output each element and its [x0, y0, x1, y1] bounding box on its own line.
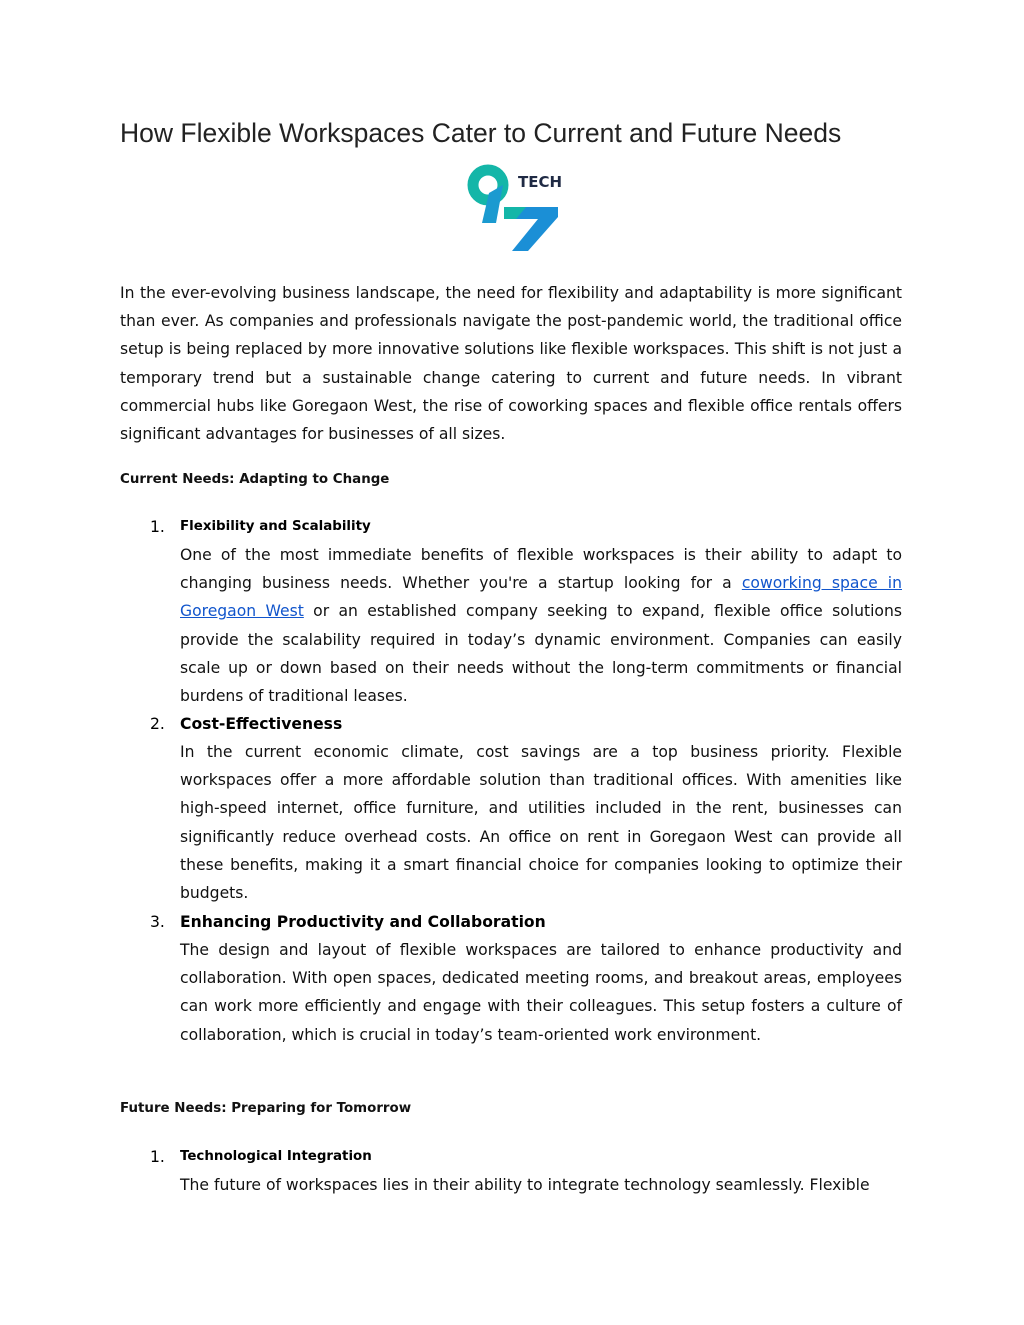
- item-number: 3.: [150, 913, 165, 931]
- tech97-logo: [466, 163, 562, 253]
- current-needs-heading: Current Needs: Adapting to Change: [120, 472, 390, 487]
- item-title: Cost-Effectiveness: [180, 715, 343, 733]
- item-body: The design and layout of flexible workspaces are tailored to enhance productivity and collaboration. With open spaces, dedicated meeting rooms, and breakout areas, employees can work more efficiently and engage with their colleagues. This setup fosters a culture of collaboration, which is crucial in today’s team-oriented work environment.: [180, 941, 902, 1044]
- item-title: Flexibility and Scalability: [180, 519, 371, 534]
- item-body: The future of workspaces lies in their ability to integrate technology seamlessly. Flexible: [180, 1176, 870, 1194]
- page-title: How Flexible Workspaces Cater to Current and Future Needs: [120, 118, 842, 148]
- future-needs-heading: Future Needs: Preparing for Tomorrow: [120, 1101, 412, 1116]
- item-number: 2.: [150, 715, 165, 733]
- item-number: 1.: [150, 1148, 165, 1166]
- item-body: [180, 541, 902, 710]
- item-body-text: One of the most immediate benefits of flexible workspaces is their ability to adapt to changing business needs. Whether you're a startup looking for a: [180, 546, 902, 593]
- item-title: Enhancing Productivity and Collaboration: [180, 913, 546, 931]
- logo-text: TECH: [518, 173, 562, 191]
- coworking-space-link[interactable]: coworking space in Goregaon West: [180, 574, 902, 621]
- item-number: 1.: [150, 518, 165, 536]
- item-body: In the current economic climate, cost savings are a top business priority. Flexible workspaces offer a more affordable solution than traditional offices. With amenities like high-speed internet, office furniture, and utilities included in the rent, businesses can significantly reduce overhead costs. An office on rent in Goregaon West can provide all these benefits, making it a smart financial choice for companies looking to optimize their budgets.: [180, 743, 902, 903]
- item-body-text: or an established company seeking to expand, flexible office solutions provide the scalability required in today’s dynamic environment. Companies can easily scale up or down based on their needs without the long-term commitments or financial burdens of traditional leases.: [180, 602, 902, 706]
- intro-paragraph: In the ever-evolving business landscape, the need for flexibility and adaptability is more significant than ever. As companies and professionals navigate the post-pandemic world, the traditional office setup is being replaced by more innovative solutions like flexible workspaces. This shift is not just a temporary trend but a sustainable change catering to current and future needs. In vibrant commercial hubs like Goregaon West, the rise of coworking spaces and flexible office rentals offers significant advantages for businesses of all sizes.: [120, 284, 902, 444]
- item-title: Technological Integration: [180, 1149, 372, 1164]
